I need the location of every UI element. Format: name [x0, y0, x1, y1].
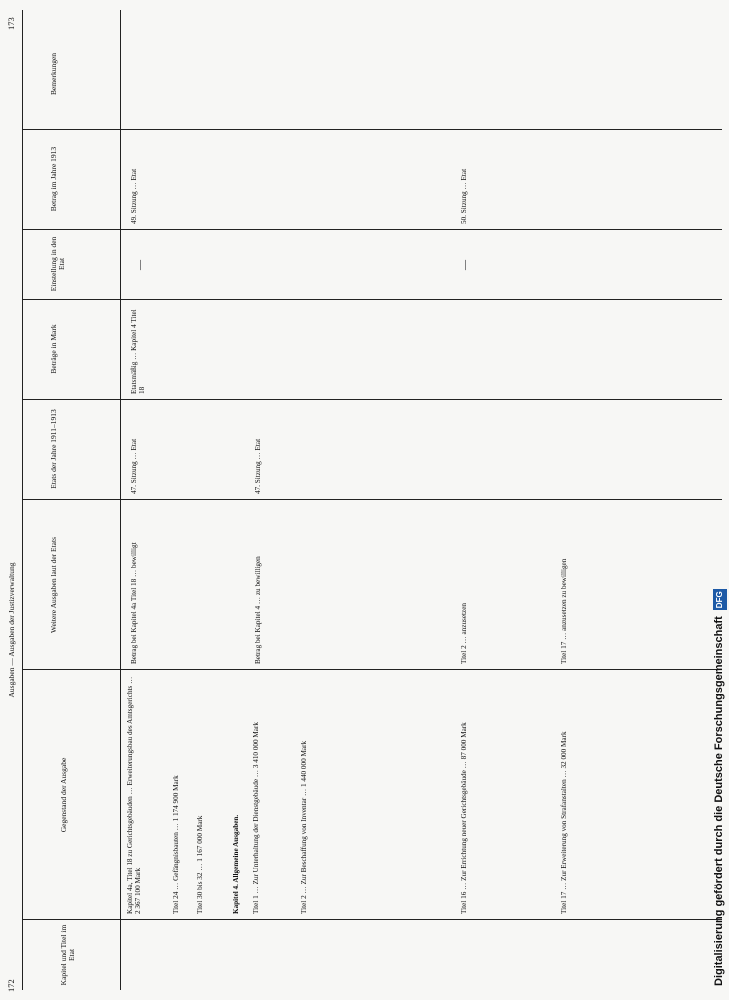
body-block: Kapitel 4. Allgemeine Ausgaben. — [232, 814, 240, 914]
col-header-6: Einstellung in den Etat — [49, 236, 67, 292]
dash-mark: — — [135, 260, 146, 270]
body-block: Betrag bei Kapitel 4a Titel 18 … bewilligt — [130, 542, 138, 664]
col-header-2: Gegenstand der Ausgabe — [59, 757, 68, 833]
dash-mark: — — [460, 260, 471, 270]
body-block: 47. Sitzung … Etat — [130, 438, 138, 494]
page-number-right: 173 — [6, 17, 16, 30]
body-block: 50. Sitzung … Etat — [460, 168, 468, 224]
body-block: Titel 2 … anzusetzen — [460, 602, 468, 664]
col-rule — [22, 919, 722, 920]
page-number-left: 172 — [6, 979, 16, 992]
col-rule — [22, 229, 722, 230]
col-header-3: Weitere Ausgaben laut der Etats — [49, 536, 58, 634]
header-rule-top — [22, 10, 23, 990]
col-rule — [22, 669, 722, 670]
col-rule — [22, 129, 722, 130]
body-block: 47. Sitzung … Etat — [254, 438, 262, 494]
col-header-5: Beträge in Mark — [49, 324, 58, 374]
dfg-logo: DFG — [713, 589, 727, 610]
header-rule-bottom — [120, 10, 121, 990]
body-block: Titel 16 … Zur Errichtung neuer Gerichtsgebäude … 87 000 Mark — [460, 722, 468, 914]
body-block: Titel 1 … Zur Unterhaltung der Dienstgebäude … 3 410 000 Mark — [252, 722, 260, 914]
body-block: Kapitel 4a, Titel 18 zu Gerichtsgebäuden … Erweiterungsbau des Amtsgerichts … 2 367 100 Mark — [126, 676, 143, 914]
running-header: Ausgaben — Ausgaben der Justizverwaltung — [7, 562, 16, 698]
body-block: Etatsmäßig … Kapitel 4 Titel 18 — [130, 309, 147, 394]
col-header-8: Bemerkungen — [49, 52, 58, 96]
body-block: Titel 17 … Zur Erweiterung von Strafanstalten … 32 000 Mark — [560, 731, 568, 914]
body-block: Betrag bei Kapitel 4 … zu bewilligen — [254, 556, 262, 664]
col-header-4: Etats der Jahre 1911–1913 — [49, 409, 58, 489]
body-block: Titel 17 … anzusetzen zu bewilligen — [560, 558, 568, 664]
dfg-banner — [712, 10, 726, 990]
col-rule — [22, 499, 722, 500]
body-block: 49. Sitzung … Etat — [130, 168, 138, 224]
col-rule — [22, 399, 722, 400]
body-block: Titel 24 … Gefängnisbauten … 1 174 900 Mark — [172, 775, 180, 914]
col-rule — [22, 299, 722, 300]
col-header-1: Kapitel und Titel im Etat — [59, 924, 77, 986]
col-header-7: Betrag im Jahre 1913 — [49, 146, 58, 212]
body-block: Titel 2 … Zur Beschaffung von Inventar … 1 440 000 Mark — [300, 740, 308, 914]
body-block: Titel 30 bis 32 … 1 167 000 Mark — [196, 815, 204, 914]
dfg-banner-text: Digitalisierung gefördert durch die Deutsche ForschungsgemeinschaftDFG — [713, 591, 725, 986]
